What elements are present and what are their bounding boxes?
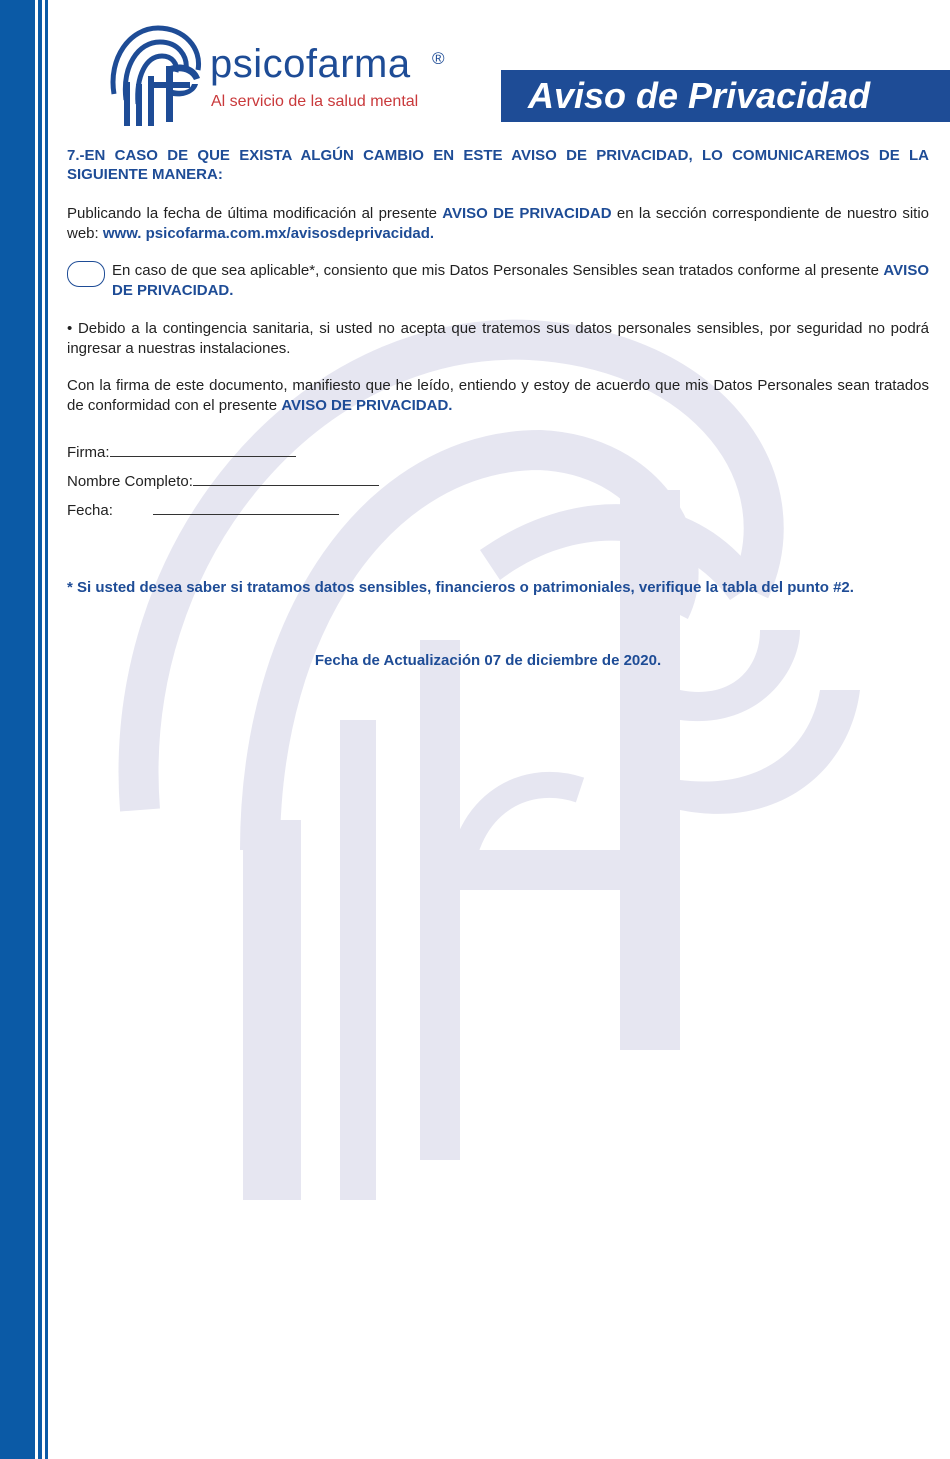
- consent-row: [67, 261, 929, 300]
- nombre-label: Nombre Completo:: [67, 473, 193, 490]
- nombre-field[interactable]: [193, 470, 379, 486]
- firma-row: [67, 441, 929, 462]
- firma-label: Firma:: [67, 444, 110, 461]
- emphasis-span: AVISO DE PRIVACIDAD: [442, 205, 612, 222]
- psicofarma-logo-icon: [106, 22, 206, 128]
- text-span: en la sección correspondiente de nuestro sitio web:: [67, 205, 929, 242]
- text-span: En caso de que sea aplicable*, consiento que mis Datos Personales Sensibles sean tratados conforme al presente: [112, 262, 884, 279]
- section-heading: 7.-EN CASO DE QUE EXISTA ALGÚN CAMBIO EN ESTE AVISO DE PRIVACIDAD, LO COMUNICAREMOS DE LA SIGUIENTE MANERA:: [67, 147, 929, 183]
- text-span: Con la firma de este documento, manifiesto que he leído, entiendo y estoy de acuerdo que mis Datos Personales sean tratados de conformidad con el presente: [67, 377, 929, 414]
- brand-name: psicofarma: [210, 42, 411, 86]
- stripe-thin: [45, 0, 48, 1459]
- document-body: [67, 146, 929, 670]
- nombre-row: [67, 470, 929, 491]
- firma-field[interactable]: [110, 441, 296, 457]
- registered-mark: ®: [432, 49, 445, 68]
- text-span: Publicando la fecha de última modificación al presente: [67, 205, 443, 222]
- consent-checkbox[interactable]: [67, 261, 105, 287]
- brand-tagline: Al servicio de la salud mental: [211, 93, 419, 110]
- stripe-main: [0, 0, 35, 1459]
- stripe-thin: [38, 0, 42, 1459]
- consent-paragraph: [112, 261, 929, 300]
- emphasis-span: AVISO DE PRIVACIDAD.: [281, 396, 453, 414]
- fecha-label: Fecha:: [67, 502, 113, 519]
- signature-statement-paragraph: [67, 376, 929, 415]
- left-stripes: [0, 0, 52, 1459]
- contingency-paragraph: • Debido a la contingencia sanitaria, si usted no acepta que tratemos sus datos personales sensibles, por seguridad no podrá ingresar a nuestras instalaciones.: [67, 320, 929, 357]
- website-link[interactable]: www. psicofarma.com.mx/avisosdeprivacidad.: [102, 224, 435, 242]
- publication-paragraph: [67, 204, 929, 243]
- emphasis-span: AVISO DE PRIVACIDAD.: [112, 262, 929, 299]
- fecha-field[interactable]: [153, 499, 339, 515]
- page-title: Aviso de Privacidad: [528, 75, 871, 116]
- footnote: * Si usted desea saber si tratamos datos sensibles, financieros o patrimoniales, verifique la tabla del punto #2.: [67, 579, 854, 596]
- fecha-row: [67, 499, 929, 520]
- update-date: Fecha de Actualización 07 de diciembre de 2020.: [314, 652, 662, 669]
